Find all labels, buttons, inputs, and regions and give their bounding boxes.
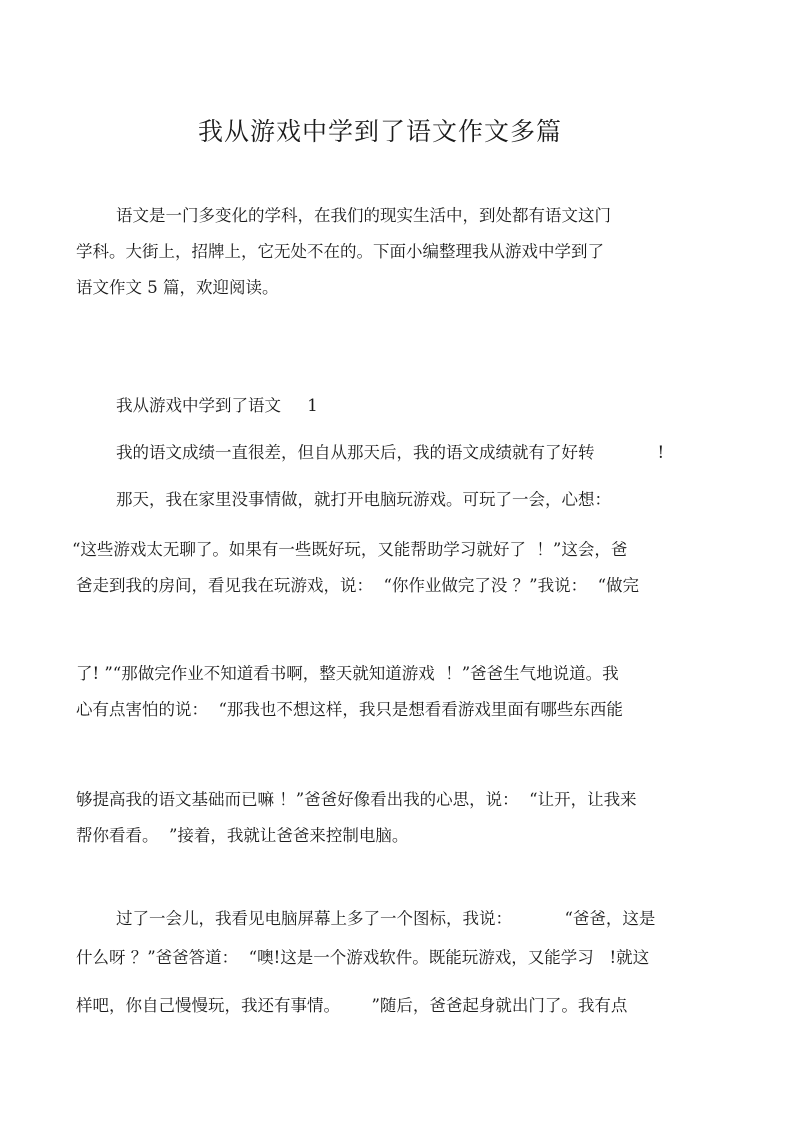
body-line: 够提高我的语文基础而已嘛 ！”爸爸好像看出我的心思，说： “让开，让我来 bbox=[76, 790, 637, 809]
body-line: 心有点害怕的说： “那我也不想这样，我只是想看看游戏里面有哪些东西能 bbox=[76, 700, 623, 719]
intro-line: 语文作文 5 篇，欢迎阅读。 bbox=[76, 278, 279, 297]
body-line: 了! ”“那做完作业不知道看书啊，整天就知道游戏 ！”爸爸生气地说道。我 bbox=[76, 664, 619, 683]
section-heading: 我从游戏中学到了语文 1 bbox=[116, 396, 318, 415]
body-line: 过了一会儿，我看见电脑屏幕上多了一个图标，我说： “爸爸，这是 bbox=[116, 909, 656, 928]
body-line: 什么呀 ？”爸爸答道： “噢!这是一个游戏软件。既能玩游戏，又能学习 !就这 bbox=[76, 948, 650, 967]
intro-line: 语文是一门多变化的学科，在我们的现实生活中，到处都有语文这门 bbox=[116, 206, 611, 225]
intro-line: 学科。大街上，招牌上，它无处不在的。下面小编整理我从游戏中学到了 bbox=[76, 242, 604, 261]
document-title: 我从游戏中学到了语文作文多篇 bbox=[197, 117, 562, 146]
body-line: 爸走到我的房间，看见我在玩游戏，说： “你作业做完了没 ？”我说： “做完 bbox=[76, 576, 640, 595]
body-line: 我的语文成绩一直很差，但自从那天后，我的语文成绩就有了好转 ! bbox=[116, 443, 665, 462]
body-line: 样吧，你自己慢慢玩，我还有事情。 ”随后，爸爸起身就出门了。我有点 bbox=[76, 996, 628, 1015]
body-line: 帮你看看。 ”接着，我就让爸爸来控制电脑。 bbox=[76, 826, 409, 845]
body-line: “这些游戏太无聊了。如果有一些既好玩，又能帮助学习就好了 ！”这会，爸 bbox=[72, 540, 628, 559]
body-line: 那天，我在家里没事情做，就打开电脑玩游戏。可玩了一会，心想： bbox=[116, 490, 611, 509]
